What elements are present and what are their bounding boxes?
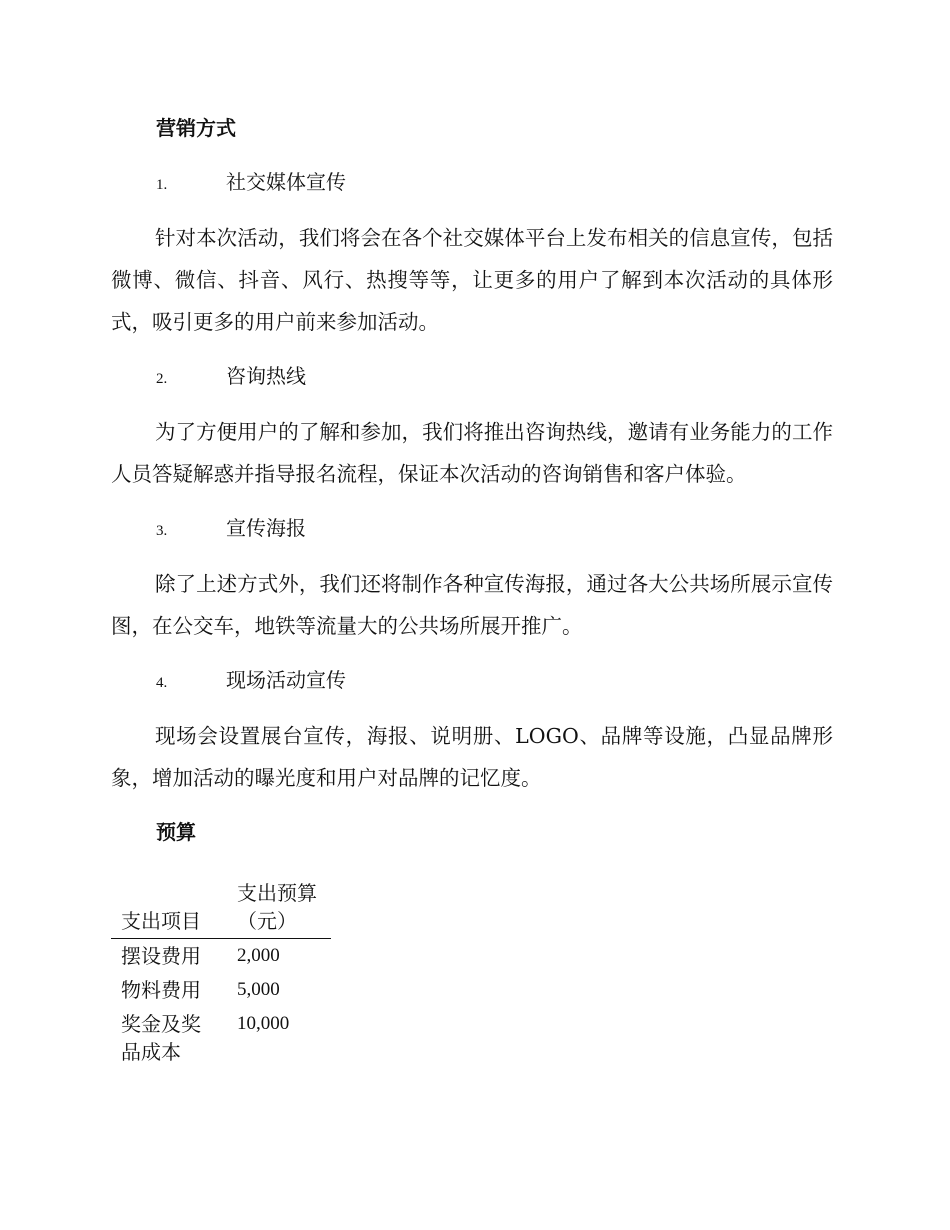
table-row — [111, 939, 331, 974]
budget-heading: 预算 — [156, 820, 196, 844]
paragraph-social-media: 针对本次活动，我们将会在各个社交媒体平台上发布相关的信息宣传，包括微博、微信、抖音、风行、热搜等等，让更多的用户了解到本次活动的具体形式，吸引更多的用户前来参加活动。 — [111, 226, 833, 334]
table-cell-amount: 5,000 — [237, 979, 280, 1000]
header-expense-item: 支出项目 — [111, 876, 227, 939]
list-label: 宣传海报 — [226, 516, 306, 540]
table-cell-item: 奖金及奖品成本 — [121, 1012, 201, 1064]
list-number: 2. — [156, 371, 168, 387]
list-item-1 — [156, 168, 346, 199]
table-row — [111, 1007, 331, 1069]
list-number: 1. — [156, 177, 168, 193]
header-expense-budget: 支出预算（元） — [227, 876, 331, 939]
table-cell-item: 物料费用 — [121, 978, 201, 1002]
table-header-row — [111, 876, 331, 939]
table-cell-item: 摆设费用 — [121, 944, 201, 968]
list-number: 4. — [156, 675, 168, 691]
list-label: 咨询热线 — [226, 364, 306, 388]
list-label: 社交媒体宣传 — [226, 170, 346, 194]
paragraph-onsite: 现场会设置展台宣传，海报、说明册、LOGO、品牌等设施，凸显品牌形象，增加活动的曝光度和用户对品牌的记忆度。 — [111, 724, 833, 790]
table-cell-amount: 2,000 — [237, 945, 280, 966]
list-item-3 — [156, 514, 306, 545]
list-item-2 — [156, 362, 306, 393]
list-label: 现场活动宣传 — [226, 668, 346, 692]
table-cell-amount: 10,000 — [237, 1013, 290, 1034]
paragraph-hotline: 为了方便用户的了解和参加，我们将推出咨询热线，邀请有业务能力的工作人员答疑解惑并指导报名流程，保证本次活动的咨询销售和客户体验。 — [111, 420, 833, 486]
paragraph-posters: 除了上述方式外，我们还将制作各种宣传海报，通过各大公共场所展示宣传图，在公交车，地铁等流量大的公共场所展开推广。 — [111, 572, 833, 638]
list-number: 3. — [156, 523, 168, 539]
budget-table — [111, 876, 331, 1069]
table-row — [111, 973, 331, 1007]
list-item-4 — [156, 666, 346, 697]
marketing-heading: 营销方式 — [156, 116, 236, 140]
